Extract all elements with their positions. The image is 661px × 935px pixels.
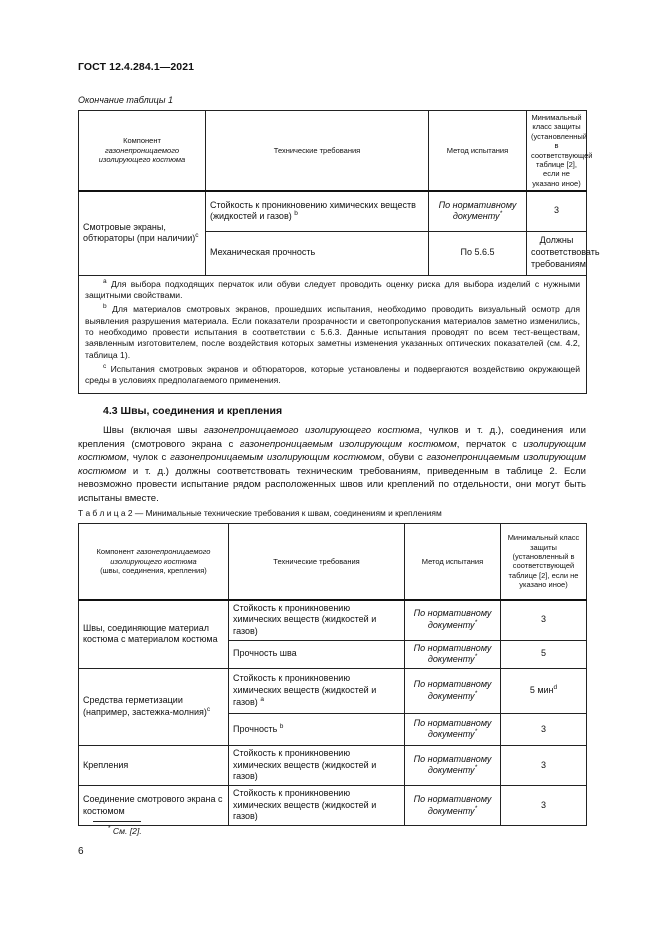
requirement-cell: Стойкость к проникновению химических веществ (жидкостей и газов) $^a$: [229, 668, 405, 713]
table-2: [78, 523, 587, 826]
class-cell: 3: [501, 600, 587, 641]
table-row: [79, 786, 587, 826]
method-cell: По нормативному документу*: [429, 191, 527, 231]
header-component-label: Компонент: [123, 136, 161, 146]
table1-notes-row: [79, 275, 587, 393]
method-cell: По 5.6.5: [429, 231, 527, 275]
table1-header-component: [79, 111, 206, 192]
table2-header-component: Компонент газонепроницаемого изолирующего костюма (швы, соединения, крепления): [79, 524, 229, 600]
method-cell: По нормативному документу*: [405, 713, 501, 745]
table2-header-requirements: Технические требования: [229, 524, 405, 600]
requirement-cell: Стойкость к проникновению химических веществ (жидкостей и газов): [229, 600, 405, 641]
table1-group-label: Смотровые экраны, обтюраторы (при наличии)$^c$: [79, 191, 206, 275]
table-row: [79, 745, 587, 785]
requirement-cell: Прочность шва: [229, 640, 405, 668]
footnote: * См. [2].: [108, 825, 142, 836]
table-1: [78, 110, 600, 394]
class-cell: 3: [527, 191, 587, 231]
table-row: [79, 600, 587, 641]
section-paragraph: Швы (включая швы газонепроницаемого изолирующего костюма, чулков и т. д.), соединения или крепления (смотрового экрана с газонепроницаемым изолирующим костюмом, перчаток с изолирующим костюмом, чулок с газонепроницаемым изолирующим костюмом, обуви с газонепроницаемым изолирующим костюмом и т. д.) должны соответствовать техническим требованиям, приведенным в таблице 2. Если невозможно провести испытание рядом расположенных швов или креплений по отдельности, они могут быть испытаны вместе.: [78, 425, 587, 505]
component-cell: Средства герметизации (например, застежка-молния)$^c$: [79, 668, 229, 745]
table2-caption: Т а б л и ц а 2 — Минимальные технические требования к швам, соединениям и креплениям: [78, 508, 442, 518]
table1-header-method: Метод испытания: [429, 111, 527, 192]
table2-header-method: Метод испытания: [405, 524, 501, 600]
component-cell: Швы, соединяющие материал костюма с материалом костюма: [79, 600, 229, 669]
component-cell: Крепления: [79, 745, 229, 785]
header-component-term: газонепроницаемого изолирующего костюма: [98, 145, 186, 165]
table-row: [79, 191, 587, 231]
method-cell: По нормативному документу*: [405, 745, 501, 785]
class-cell: Должны соответствовать требованиям: [527, 231, 587, 275]
method-cell: По нормативному документу*: [405, 640, 501, 668]
table1-header-class: Минимальный класс защиты (установленный в соответствующей таблице [2], если не указано иное): [527, 111, 587, 192]
table1-caption: Окончание таблицы 1: [78, 95, 173, 105]
document-header: ГОСТ 12.4.284.1—2021: [78, 61, 195, 73]
method-cell: По нормативному документу*: [405, 600, 501, 641]
class-cell: 5: [501, 640, 587, 668]
table1-notes: [79, 275, 587, 393]
class-cell: 3: [501, 786, 587, 826]
requirement-cell: Стойкость к проникновению химических веществ (жидкостей и газов): [229, 786, 405, 826]
table-note: $^b$ Для материалов смотровых экранов, прошедших испытания, необходимо проводить визуальный осмотр для выявления разрушения материала. Если показатели прозрачности и светопропускания материалов заметно изменились, то необходимо провести испытания в соответствии с 5.6.3. Данные испытания проводят по всем тест-веществам, заявленным изготовителем, после воздействия которых заметны изменения указанных оптических показателей (см. 4.2, таблица 1).: [85, 303, 580, 360]
method-cell: По нормативному документу*: [405, 786, 501, 826]
table-row: [79, 668, 587, 713]
footnote-divider: [93, 821, 141, 822]
requirement-cell: Прочность $^b$: [229, 713, 405, 745]
class-cell: 3: [501, 713, 587, 745]
method-cell: По нормативному документу*: [405, 668, 501, 713]
table-note: $^a$ Для выбора подходящих перчаток или обуви следует проводить оценку риска для выбора изделий с нужными защитными свойствами.: [85, 277, 580, 300]
component-cell: Соединение смотрового экрана с костюмом: [79, 786, 229, 826]
section-title: 4.3 Швы, соединения и крепления: [103, 405, 283, 417]
requirement-cell: Стойкость к проникновению химических веществ (жидкостей и газов): [229, 745, 405, 785]
table2-header-row: [79, 524, 587, 600]
table1-header-row: [79, 111, 587, 192]
requirement-cell: Стойкость к проникновению химических веществ (жидкостей и газов) $^b$: [206, 191, 429, 231]
table1-header-requirements: Технические требования: [206, 111, 429, 192]
table2-header-class: Минимальный класс защиты (установленный в соответствующей таблице [2], если не указано иное): [501, 524, 587, 600]
table-note: $^c$ Испытания смотровых экранов и обтюраторов, которые установлены и подвергаются воздействию окружающей среды в условиях предполагаемого применения.: [85, 363, 581, 386]
class-cell: 3: [501, 745, 587, 785]
page-number: 6: [78, 846, 84, 857]
class-cell: 5 мин$^d$: [501, 668, 587, 713]
requirement-cell: Механическая прочность: [206, 231, 429, 275]
